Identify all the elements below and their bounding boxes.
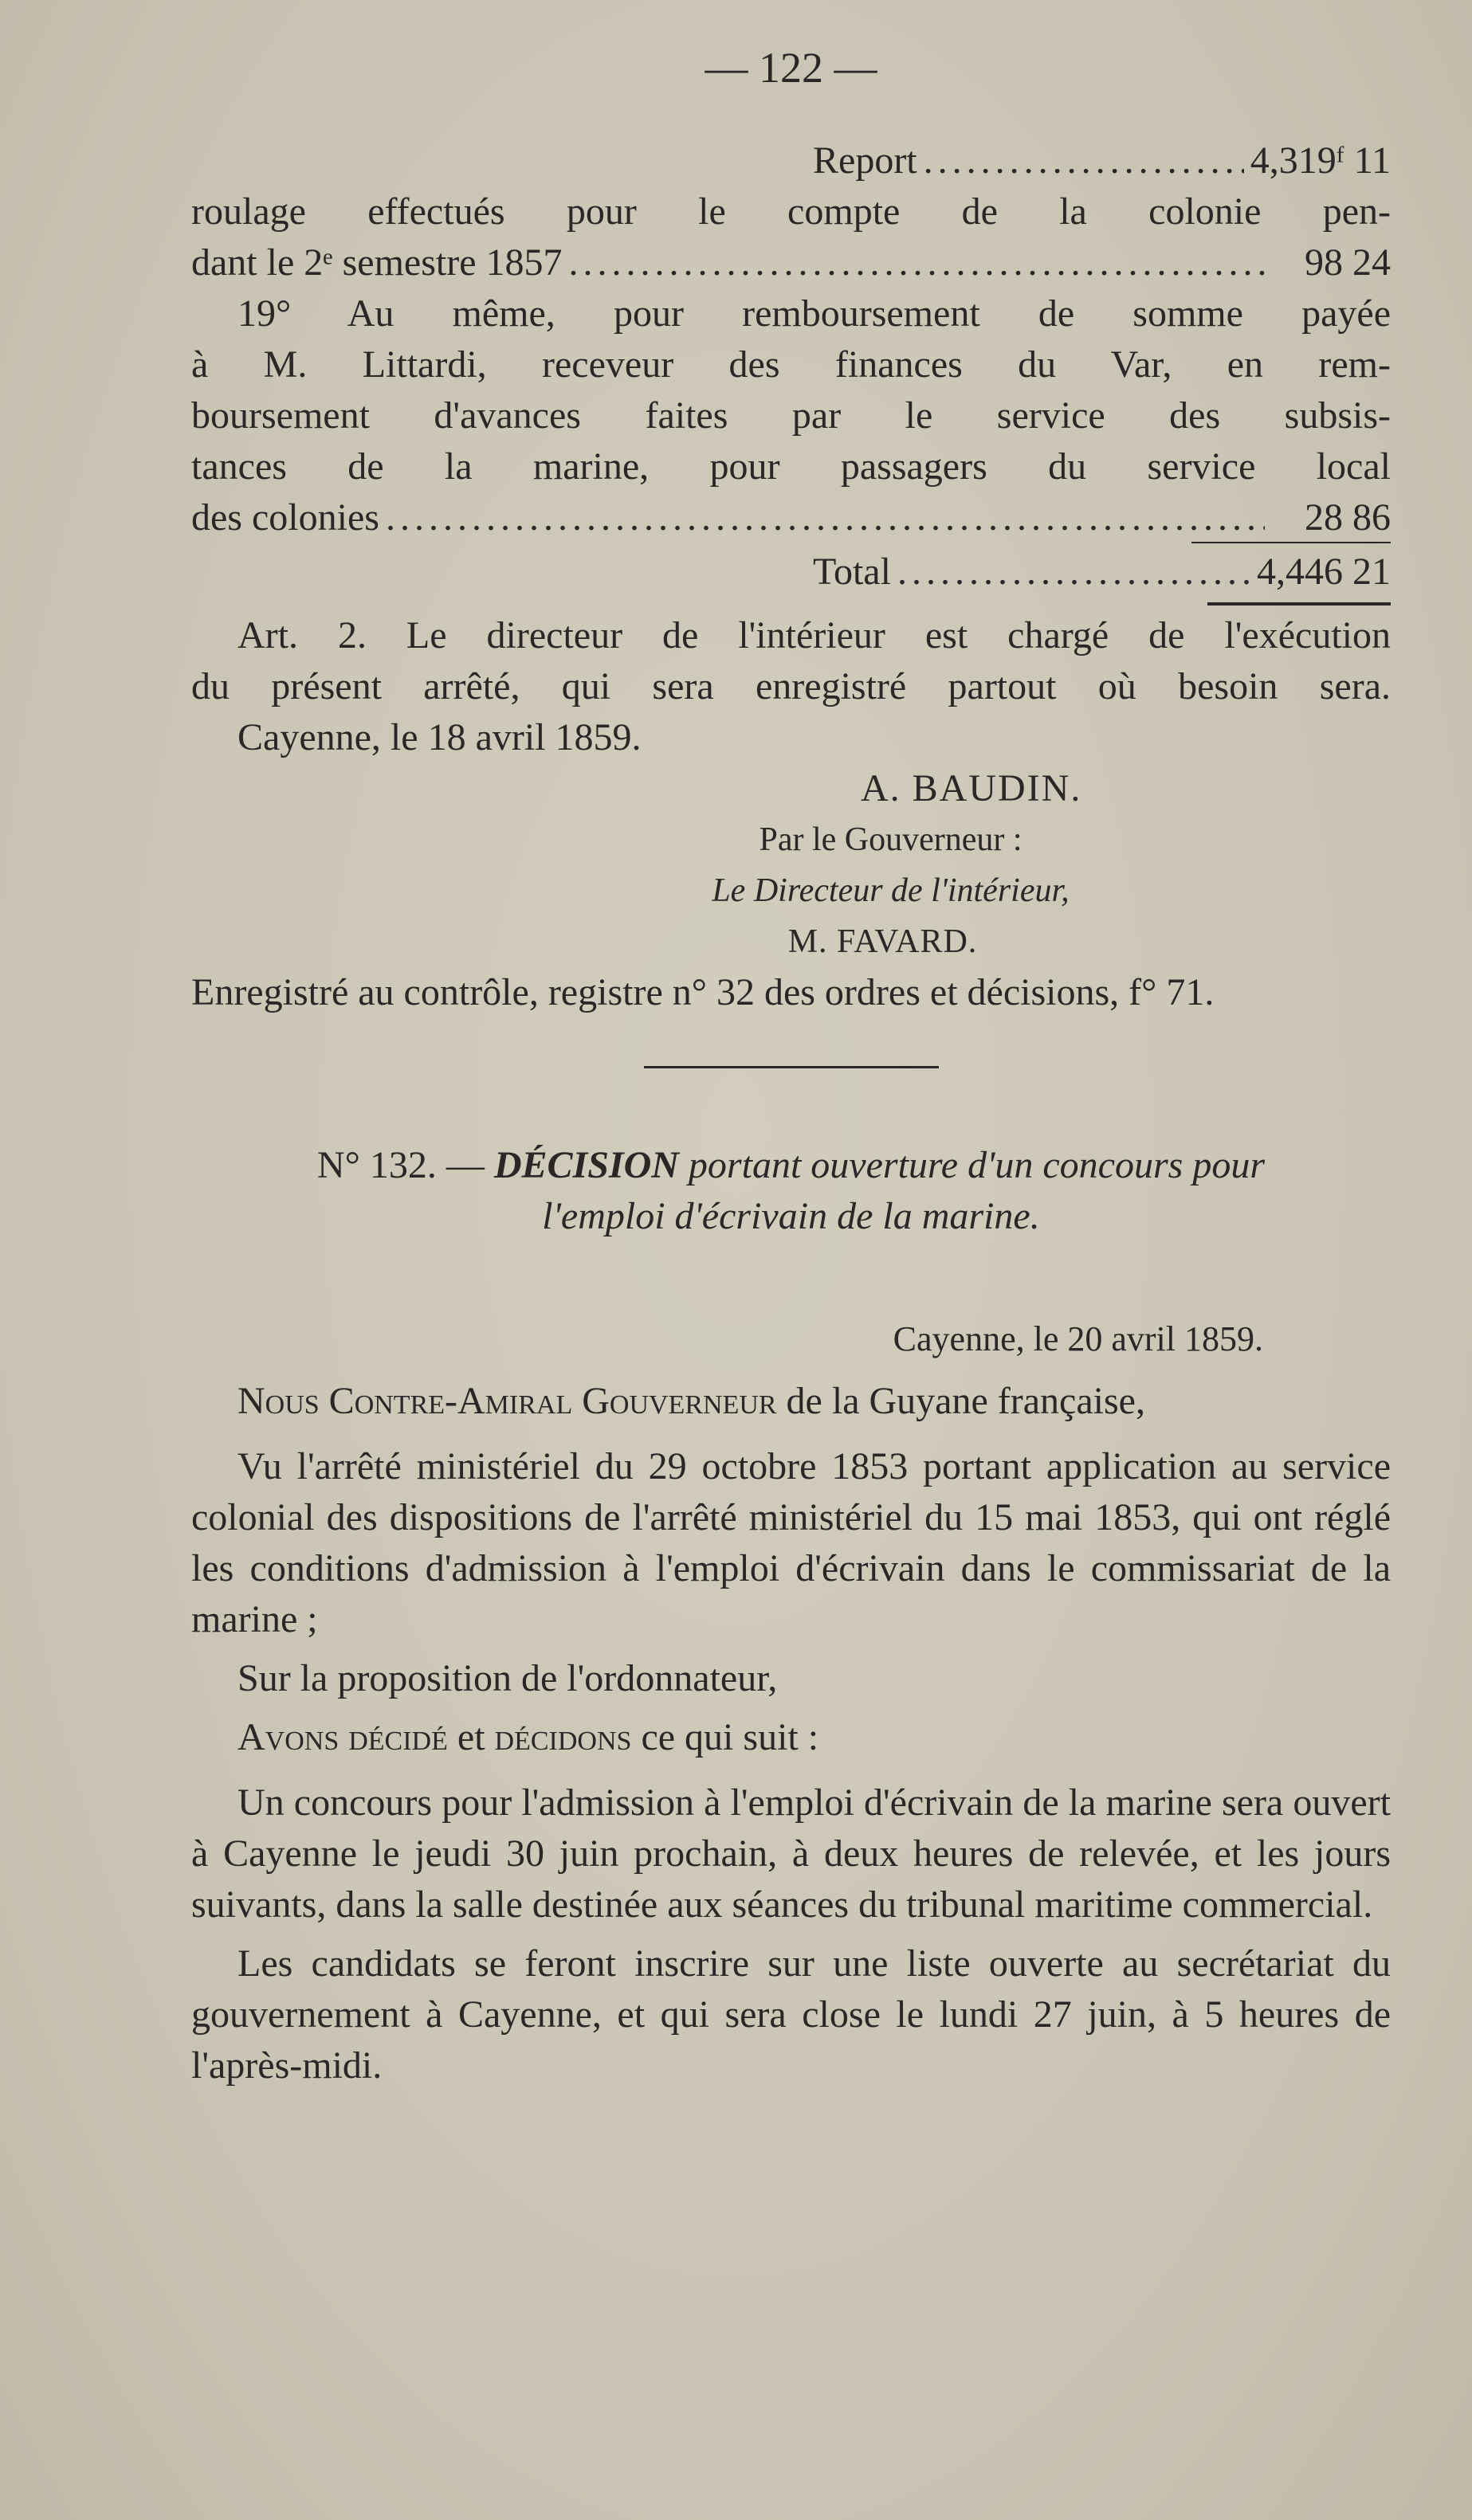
decision-heading bbox=[191, 1140, 1391, 1242]
entry-19-line-1: 19° Au même, pour remboursement de somme payée bbox=[237, 292, 1391, 335]
decision-intro bbox=[191, 1376, 1391, 1427]
article-2-line-1: Art. 2. Le directeur de l'intérieur est chargé de l'exécution bbox=[237, 614, 1391, 656]
decision-title-line-1 bbox=[191, 1140, 1391, 1191]
page-content bbox=[191, 32, 1391, 2099]
report-row bbox=[191, 135, 1391, 186]
leader-dots bbox=[897, 547, 1250, 598]
entry-19-line-5 bbox=[191, 492, 1391, 543]
paragraph-sur: Sur la proposition de l'ordonnateur, bbox=[237, 1657, 778, 1699]
entry-18-line-1: roulage effectués pour le compte de la colonie pen- bbox=[191, 190, 1391, 233]
total-amount: 4,446 21 bbox=[1257, 551, 1391, 593]
entry-19-line-4: tances de la marine, pour passagers du service local bbox=[191, 445, 1391, 488]
report-amount: 4,319ᶠ 11 bbox=[1250, 139, 1391, 182]
leader-dots bbox=[924, 135, 1244, 186]
paragraph-candidats: Les candidats se feront inscrire sur une liste ouverte au secrétariat du gouvernement à Cayenne, et qui sera close le lundi 27 juin, à 5 heures de l'après-midi. bbox=[191, 1942, 1391, 2087]
leader-dots bbox=[569, 237, 1265, 288]
paragraph-vu: Vu l'arrêté ministériel du 29 octobre 1853 portant application au service colonial des dispositions de l'arrêté ministériel du 15 mai 1853, qui ont réglé les conditions d'admission à l'emploi d'écrivain dans le commissariat de la marine ; bbox=[191, 1445, 1391, 1640]
entry-19-line-2: à M. Littardi, receveur des finances du Var, en rem- bbox=[191, 343, 1391, 386]
decision-title-rest: portant ouverture d'un concours pour bbox=[688, 1144, 1266, 1186]
signature-countersign: M. FAVARD. bbox=[787, 923, 978, 960]
article-2-line-2: du présent arrêté, qui sera enregistré partout où besoin sera. bbox=[191, 665, 1391, 707]
registration-note: Enregistré au contrôle, registre n° 32 des ordres et décisions, f° 71. bbox=[191, 971, 1215, 1013]
leader-dots bbox=[386, 492, 1265, 543]
section-divider bbox=[644, 1066, 939, 1068]
formula-avons: Avons décidé bbox=[237, 1716, 448, 1758]
signature-role: Le Directeur de l'intérieur, bbox=[712, 872, 1070, 909]
decision-keyword: DÉCISION bbox=[493, 1144, 679, 1186]
signature-name: A. BAUDIN. bbox=[861, 767, 1082, 809]
decision-title-line-2: l'emploi d'écrivain de la marine. bbox=[542, 1195, 1040, 1237]
entry-19-amount: 28 86 bbox=[1305, 496, 1391, 539]
signature-by: Par le Gouverneur : bbox=[759, 821, 1023, 858]
place-date: Cayenne, le 18 avril 1859. bbox=[237, 716, 642, 758]
entry-18-text: dant le 2ᵉ semestre 1857 bbox=[191, 241, 563, 284]
entry-18-amount: 98 24 bbox=[1305, 241, 1391, 284]
entry-18-line-2 bbox=[191, 237, 1391, 288]
entry-19-line-3: boursement d'avances faites par le service des subsis- bbox=[191, 394, 1391, 437]
total-row bbox=[191, 547, 1391, 598]
formula-et: et bbox=[457, 1716, 485, 1758]
total-underline bbox=[1207, 602, 1391, 606]
intro-rest: de la Guyane française, bbox=[786, 1380, 1145, 1422]
formula-decidons: décidons bbox=[494, 1716, 632, 1758]
intro-title: Nous Contre-Amiral Gouverneur bbox=[237, 1380, 777, 1422]
decision-date: Cayenne, le 20 avril 1859. bbox=[893, 1319, 1263, 1358]
report-label: Report bbox=[813, 139, 917, 182]
page-number: — 122 — bbox=[705, 44, 877, 92]
entry-19-text: des colonies bbox=[191, 496, 379, 539]
formula-rest: ce qui suit : bbox=[641, 1716, 819, 1758]
decision-formula bbox=[191, 1712, 1391, 1763]
total-label: Total bbox=[813, 551, 891, 593]
decision-number: N° 132. — bbox=[316, 1144, 485, 1186]
paragraph-concours: Un concours pour l'admission à l'emploi d'écrivain de la marine sera ouvert à Cayenne le jeudi 30 juin prochain, à deux heures de relevée, et les jours suivants, dans la salle destinée aux séances du tribunal maritime commercial. bbox=[191, 1781, 1391, 1926]
